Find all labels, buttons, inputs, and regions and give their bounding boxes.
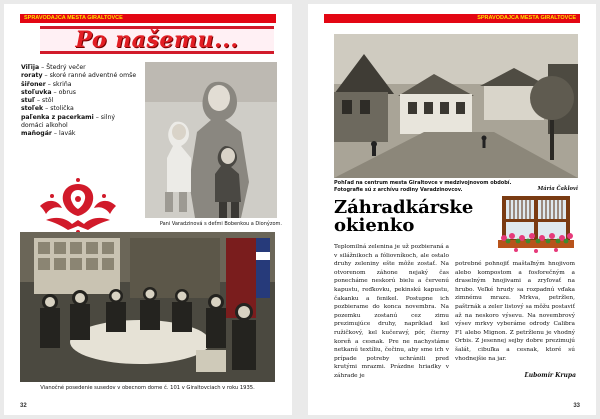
dialect-dictionary: [21, 64, 137, 139]
photo-caption: Vianočné posedenie susedov v obecnom dome č. 101 v Giraltovciach v roku 1935.: [40, 385, 255, 391]
dictionary-entry: šiřoner – skriňa: [21, 80, 72, 88]
page-number: 32: [20, 403, 27, 409]
window-flowerbox-icon: [496, 194, 576, 256]
dictionary-entry: roraty – skoré ranné adventné omše: [21, 72, 137, 80]
dictionary-entry: maňogár – lavák: [21, 130, 76, 138]
title-banner: [40, 26, 274, 54]
town-center-photo: [334, 34, 578, 178]
right-page: [308, 4, 596, 415]
dictionary-entry: stuľ – stôl: [21, 97, 54, 105]
left-page: [4, 4, 292, 415]
article-title: Záhradkárske okienko: [334, 197, 474, 236]
dictionary-entry: stoľuvka – obrus: [21, 88, 77, 96]
page-title: Po našemu...: [75, 27, 239, 53]
dictionary-entry: stoľek – stolička: [21, 105, 74, 113]
photo-caption: Pani Varadzinová s deťmi Bobenkou a Dionýzom.: [159, 221, 282, 227]
photo-caption: Pohľad na centrum mesta Giraltovce v medzivojnovom období. Fotografie sú z archívu rodiny Varadzinovcov. Mária Čaklovi: [334, 180, 578, 193]
dictionary-entry: paľenka z pacerkami – silný domáci alkohol: [21, 113, 116, 130]
folk-ornament-icon: [32, 176, 124, 236]
page-header: SPRAVODAJCA MESTA GIRALTOVCE: [324, 14, 580, 23]
page-number: 33: [573, 403, 580, 409]
page-header: SPRAVODAJCA MESTA GIRALTOVCE: [20, 14, 276, 23]
article-author: Ľubomír Krupa: [524, 372, 576, 379]
article-column-2: potrebné pohnojiť maštaľným hnojivom alebo kompostom a fosforečným a draselným hnojivami a zryľovať na hrubo. Veľké hrudy sa rozpadnú vďaka zimnému mrazu. Mrkva, petržlen, paštrnák a zeler listový sa môžu postaviť až na neskoro výsevu. Na novembrový výsev mrkvy vyberáme odrody Calibra F1 alebo Mignon. Z petržlenu je vhodný Orbis. Z jesennej sejby dobre prezimujú šalát, cibuľka a cesnak, ktoré sú vhodnejšie na jar.: [455, 261, 575, 362]
photo-author: Mária Čaklovi: [537, 186, 578, 192]
article-column-1: Teplomilná zelenina je už pozbieraná a v silážnikoch a fóliovníkoch, ale ostalo druhy zeleniny ešte môže zostať. Na otvorenom záhone nejaký čas ponecháme neskorú bielu a červenú kapustu, reďkovku, pekinskú kapustu, čakanku a fenikel. Postupne ich pozbierame do konca novembra. Na pozemku zostanú cez zimu prezimujúce druhy, napríklad kel ružičkový, kel kučeravý, pór, čierny koreň a cesnak. Pre ne nachystáme netkanú textíliu, čečinu, aby sme ich v prípade potreby uchránili pred krutými mrazmi. Prázdne hriadky v záhrade je: [334, 244, 449, 379]
dictionary-entry: Viľija – Štedrý večer: [21, 64, 86, 71]
christmas-gathering-photo: [20, 232, 275, 382]
family-photo: [145, 62, 277, 218]
